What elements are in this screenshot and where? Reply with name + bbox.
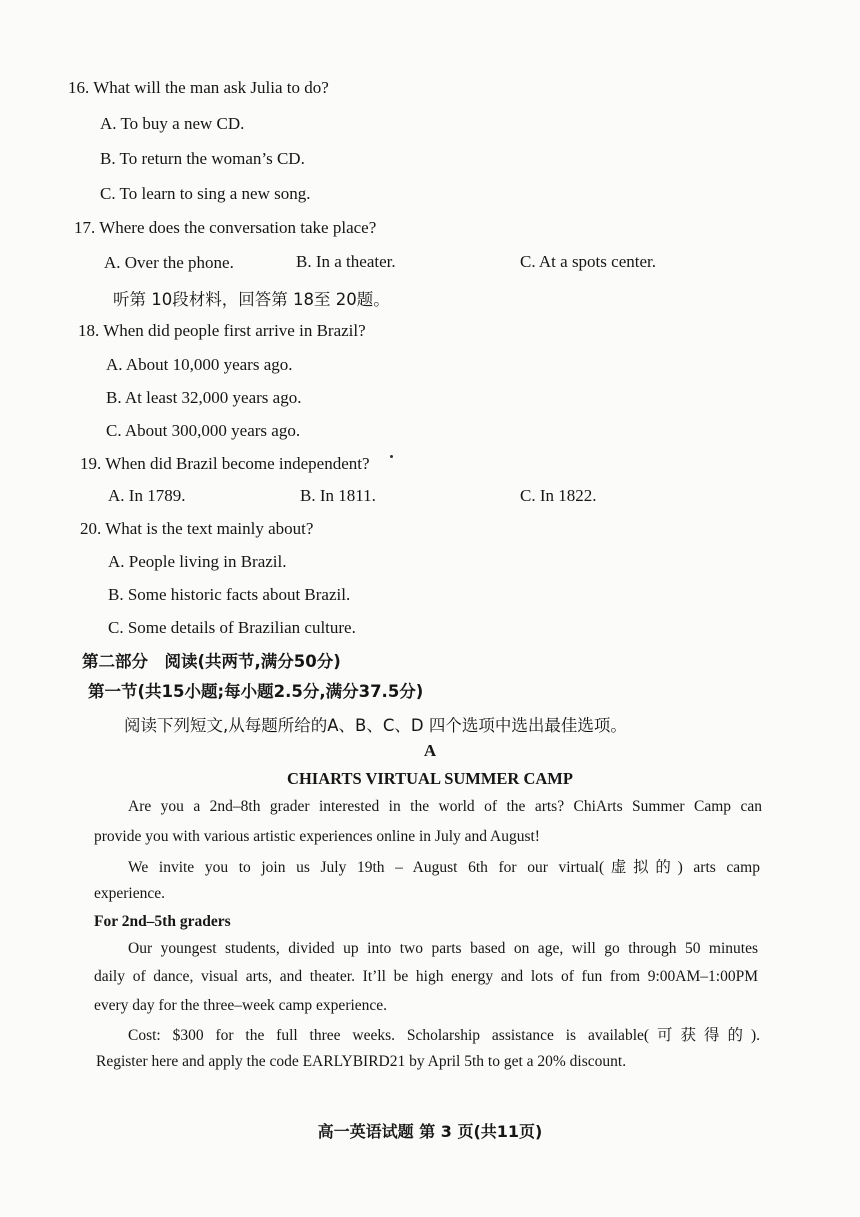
passage-title: CHIARTS VIRTUAL SUMMER CAMP xyxy=(287,769,573,788)
passage-p2-line1: We invite you to join us July 19th – August 6th for our virtual(虚拟的) arts camp xyxy=(128,859,760,876)
part2-title: 第二部分 阅读(共两节,满分50分) xyxy=(82,652,341,671)
question-18-option-c: C. About 300,000 years ago. xyxy=(106,421,301,440)
passage-p3-line2: daily of dance, visual arts, and theater. It’ll be high energy and lots of fun from 9:00AM–1:00PM xyxy=(94,968,758,985)
part2-section1-title: 第一节(共15小题;每小题2.5分,满分37.5分) xyxy=(88,682,424,701)
passage-letter: A xyxy=(423,741,437,760)
question-19-option-a: A. In 1789. xyxy=(108,486,186,505)
passage-p3-line1: Our youngest students, divided up into two parts based on age, will go through 50 minutes xyxy=(128,940,758,957)
question-19-option-b: B. In 1811. xyxy=(300,486,376,505)
question-18-option-b: B. At least 32,000 years ago. xyxy=(106,388,302,407)
listening-instruction: 听第 10段材料，回答第 18至 20题。 xyxy=(113,290,390,309)
stray-mark xyxy=(390,455,393,458)
passage-p1-line2: provide you with various artistic experiences online in July and August! xyxy=(94,828,540,845)
passage-p4-line2: Register here and apply the code EARLYBIRD21 by April 5th to get a 20% discount. xyxy=(96,1053,627,1070)
question-16-option-b: B. To return the woman’s CD. xyxy=(100,149,305,168)
passage-subheading: For 2nd–5th graders xyxy=(94,913,231,930)
question-20-option-a: A. People living in Brazil. xyxy=(108,552,287,571)
question-20-stem: 20. What is the text mainly about? xyxy=(80,519,314,538)
question-20-option-b: B. Some historic facts about Brazil. xyxy=(108,585,351,604)
passage-p4-line1: Cost: $300 for the full three weeks. Scholarship assistance is available(可获得的). xyxy=(128,1027,760,1044)
passage-p1-line1: Are you a 2nd–8th grader interested in the world of the arts? ChiArts Summer Camp can xyxy=(128,798,762,815)
part2-instruction: 阅读下列短文,从每题所给的A、B、C、D 四个选项中选出最佳选项。 xyxy=(124,716,627,735)
question-19-option-c: C. In 1822. xyxy=(520,486,597,505)
passage-p2-line2: experience. xyxy=(94,885,165,902)
question-20-option-c: C. Some details of Brazilian culture. xyxy=(108,618,356,637)
page-footer: 高一英语试题 第 3 页(共11页) xyxy=(317,1122,543,1141)
question-17-option-b: B. In a theater. xyxy=(296,252,396,271)
question-16-option-c: C. To learn to sing a new song. xyxy=(100,184,311,203)
question-17-stem: 17. Where does the conversation take place? xyxy=(74,218,377,237)
question-16-stem: 16. What will the man ask Julia to do? xyxy=(68,78,329,97)
question-17-option-c: C. At a spots center. xyxy=(520,252,656,271)
passage-p3-line3: every day for the three–week camp experience. xyxy=(94,997,388,1014)
question-19-stem: 19. When did Brazil become independent? xyxy=(80,454,370,473)
question-18-option-a: A. About 10,000 years ago. xyxy=(106,355,293,374)
question-18-stem: 18. When did people first arrive in Brazil? xyxy=(78,321,366,340)
question-17-option-a: A. Over the phone. xyxy=(104,253,234,272)
question-16-option-a: A. To buy a new CD. xyxy=(100,114,245,133)
